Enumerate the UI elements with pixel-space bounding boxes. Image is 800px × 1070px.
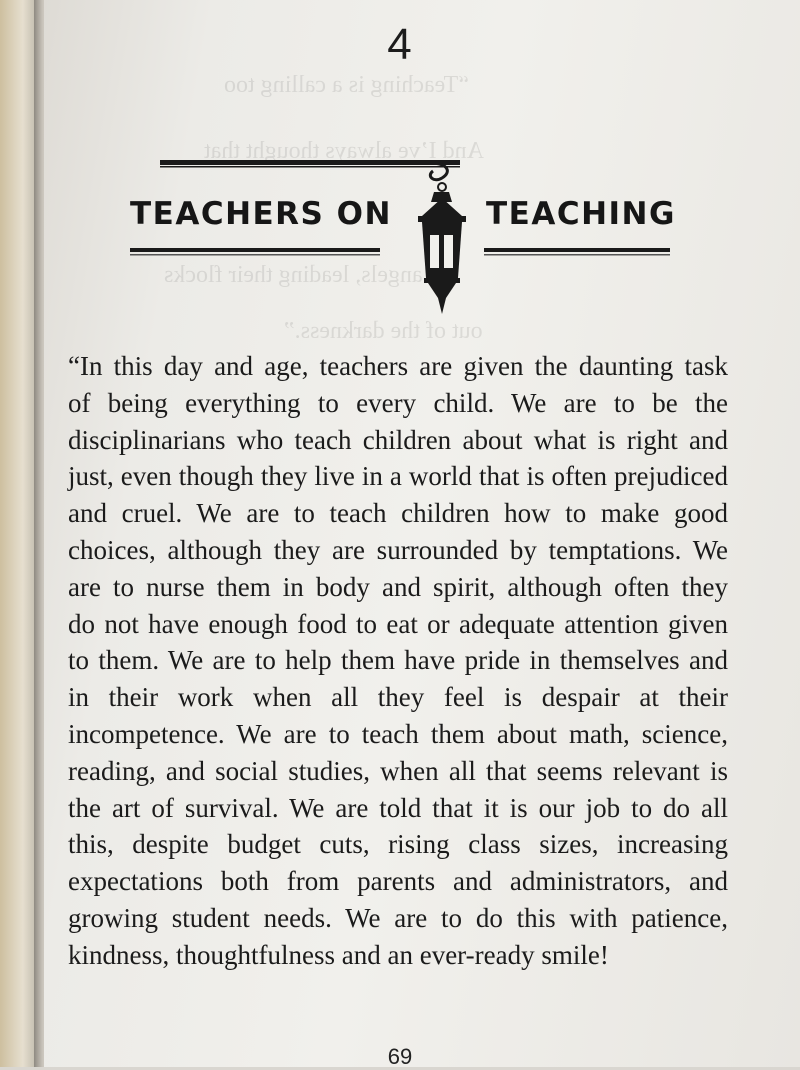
adjacent-page-edge <box>0 0 38 1067</box>
passage-line: expectations both from parents and administrators, and <box>68 866 728 897</box>
passage-line: growing student needs. We are to do this with patience, <box>68 902 728 933</box>
chapter-title <box>0 196 800 246</box>
passage-line: to them. We are to help them have pride in themselves and <box>68 645 728 676</box>
chapter-number: 4 <box>387 20 413 69</box>
passage-line: choices, although they are surrounded by temptations. We <box>68 534 728 565</box>
passage-line: are to nurse them in body and spirit, although often they <box>68 571 728 602</box>
passage-line: and cruel. We are to teach children how to make good <box>68 498 728 529</box>
passage-line: in their work when all they feel is despair at their <box>68 682 728 713</box>
passage-line: this, despite budget cuts, rising class sizes, increasing <box>68 829 728 860</box>
passage-line: kindness, thoughtfulness and an ever-ready smile! <box>68 939 609 970</box>
passage-line: the art of survival. We are told that it is our job to do all <box>68 792 728 823</box>
chapter-title-right: TEACHING <box>486 196 676 232</box>
quote-passage <box>68 348 728 974</box>
passage-line: do not have enough food to eat or adequate attention given <box>68 608 728 639</box>
chapter-title-left: TEACHERS ON <box>130 196 392 232</box>
passage-line: “In this day and age, teachers are given the daunting task <box>68 351 728 381</box>
passage-line: of being everything to every child. We are to be the <box>68 387 728 418</box>
passage-line: just, even though they live in a world that is often prejudiced <box>68 461 728 492</box>
passage-line: disciplinarians who teach children about what is right and <box>68 424 728 455</box>
page-number: 69 <box>387 1044 413 1069</box>
passage-line: incompetence. We are to teach them about math, science, <box>68 718 728 749</box>
passage-line: reading, and social studies, when all that seems relevant is <box>68 755 728 786</box>
